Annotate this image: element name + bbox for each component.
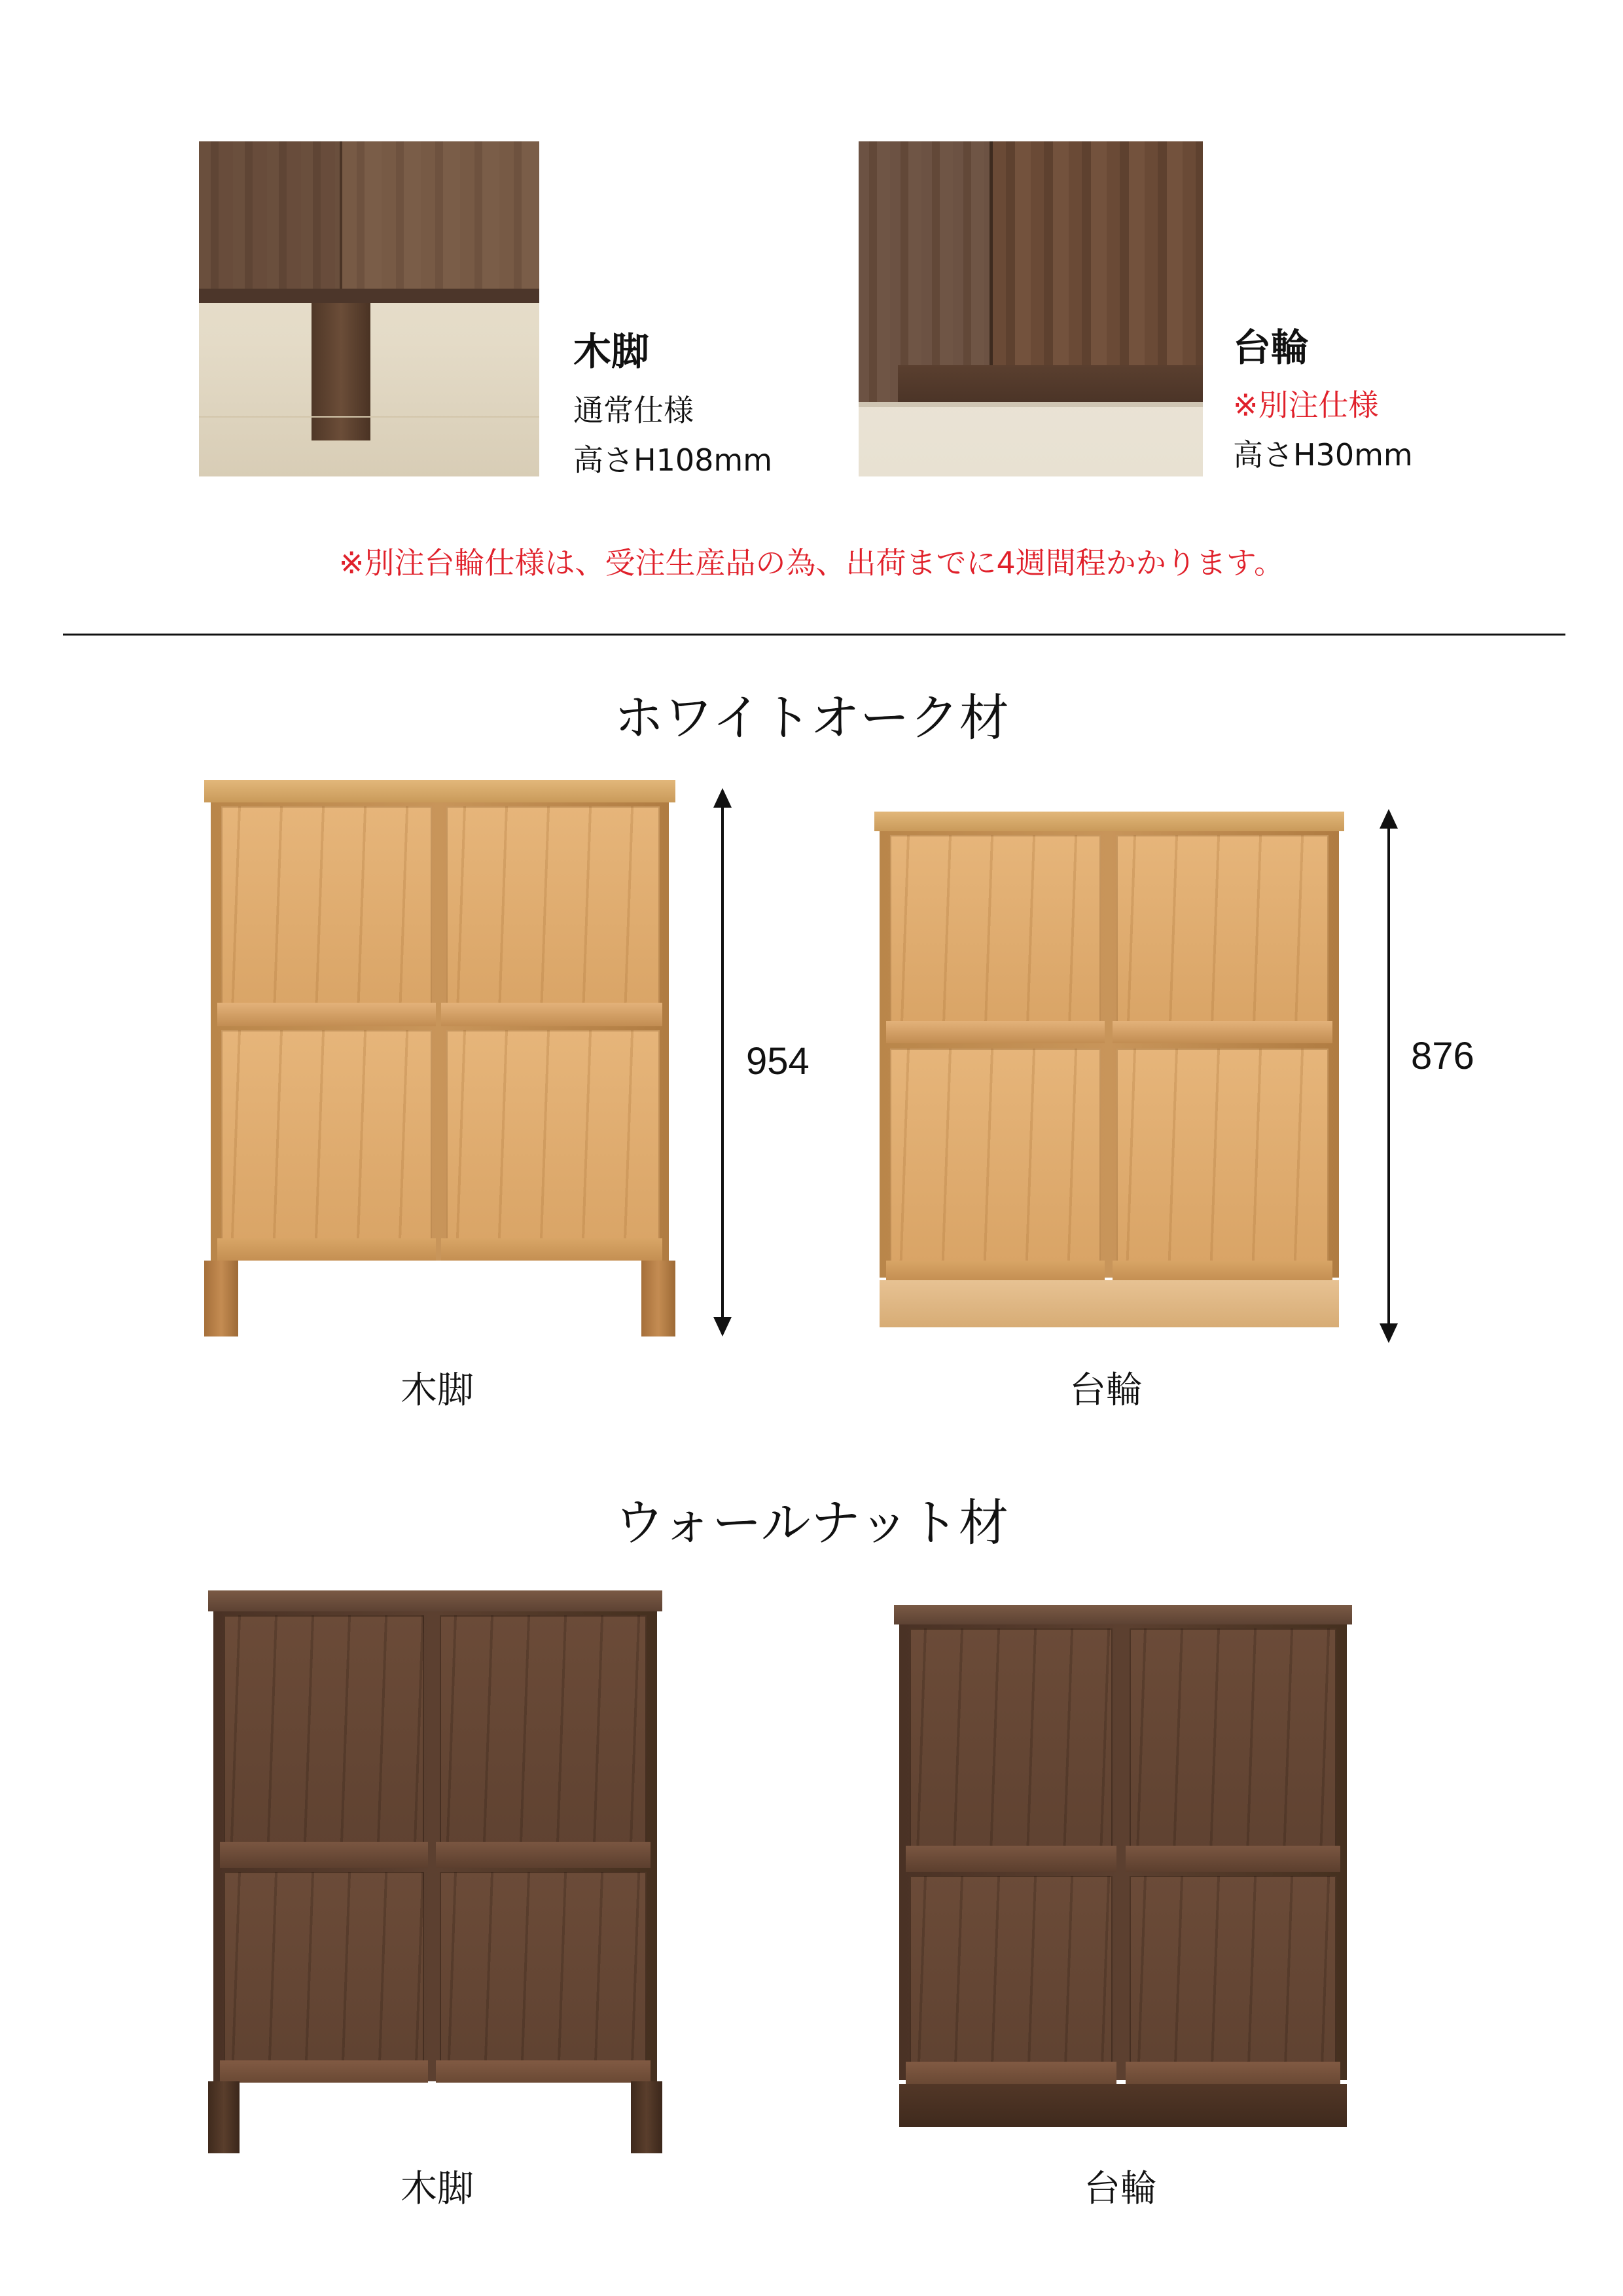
oak-legs-height: 954 [746,1040,810,1083]
walnut-cabinet-casters [894,1605,1352,2127]
caster-option-height: 高さH30mm [1233,437,1413,473]
caster-option-spec: ※別注仕様 [1233,387,1379,423]
oak-casters-height: 876 [1411,1035,1474,1077]
oak-cabinet-casters [874,812,1344,1327]
leg-option-spec: 通常仕様 [573,393,694,428]
walnut-legs-label: 木脚 [401,2168,474,2210]
walnut-casters-label: 台輪 [1084,2168,1157,2210]
oak-legs-dim-line [721,805,724,1322]
divider [63,634,1565,636]
oak-legs-dim-arrow-bottom [713,1317,732,1336]
oak-casters-label: 台輪 [1069,1369,1143,1412]
oak-casters-dim-line [1387,826,1390,1329]
oak-casters-dim-arrow-bottom [1380,1323,1398,1343]
order-notice: ※別注台輪仕様は、受注生産品の為、出荷までに4週間程かかります。 [338,545,1285,581]
leg-option-height: 高さH108mm [573,442,773,478]
section-title-oak: ホワイトオーク材 [614,689,1009,747]
section-title-walnut: ウォールナット材 [615,1494,1008,1552]
oak-cabinet-legs [204,780,675,1336]
caster-option-photo [859,141,1203,476]
leg-option-title: 木脚 [573,329,650,374]
oak-legs-label: 木脚 [401,1369,474,1412]
caster-option-title: 台輪 [1233,325,1310,370]
leg-option-photo [199,141,539,476]
walnut-cabinet-legs [208,1590,662,2153]
